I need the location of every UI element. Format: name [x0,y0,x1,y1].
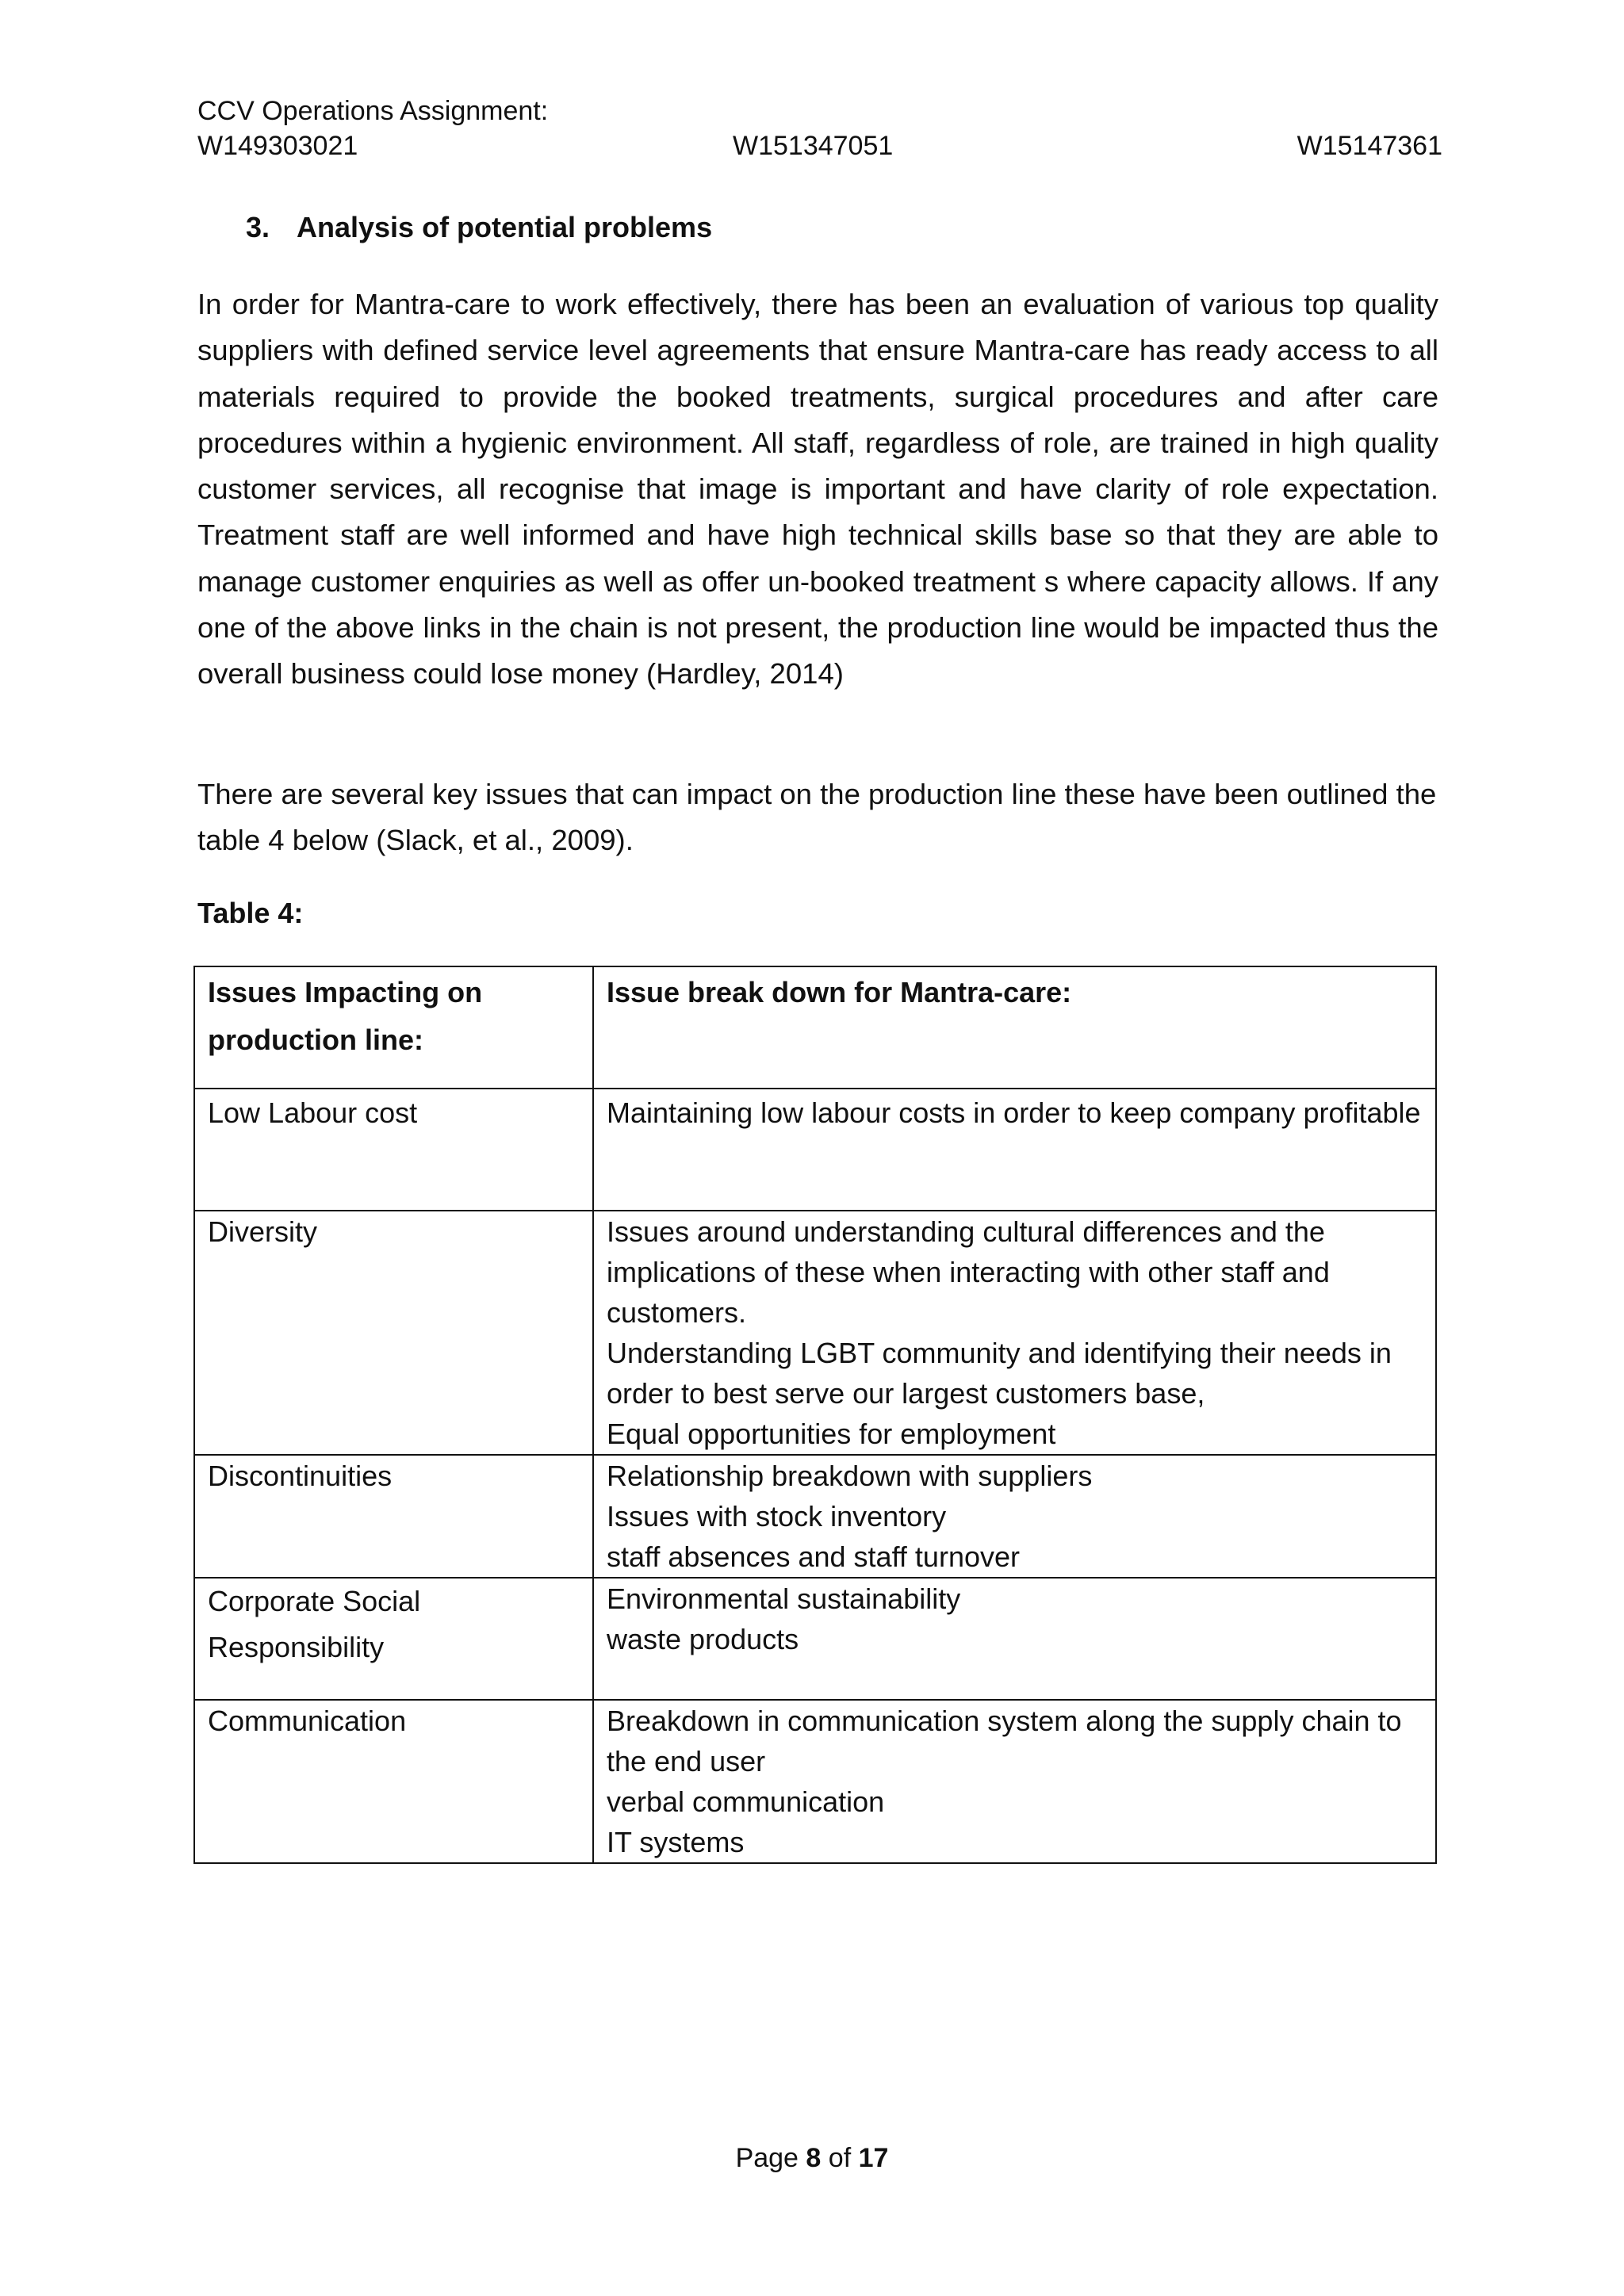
student-id: W151347051 [733,131,894,161]
student-id: W149303021 [197,131,358,161]
column-header: Issues Impacting on production line: [194,966,593,1089]
breakdown-line: waste products [607,1623,799,1655]
page-footer [0,2141,1624,2175]
table-row [194,1578,1436,1700]
breakdown-line: verbal communication [607,1785,885,1818]
breakdown-line: Issues around understanding cultural differences and the implications of these when interacting with other staff and customers. [607,1215,1330,1329]
breakdown-cell [593,1089,1436,1211]
section-number: 3. [246,211,270,243]
breakdown-line: Relationship breakdown with suppliers [607,1460,1093,1492]
section-heading [246,210,712,245]
breakdown-cell [593,1700,1436,1863]
issue-cell: Communication [194,1700,593,1863]
section-title: Analysis of potential problems [297,211,713,243]
breakdown-cell [593,1578,1436,1700]
breakdown-cell [593,1211,1436,1455]
page-header [197,94,1442,163]
table-header-row [194,966,1436,1089]
table-row [194,1211,1436,1455]
issue-cell: Discontinuities [194,1455,593,1578]
breakdown-line: Environmental sustainability [607,1582,961,1615]
issue-cell: Low Labour cost [194,1089,593,1211]
body-paragraph: In order for Mantra-care to work effectively, there has been an evaluation of various top quality suppliers with defined service level agreements that ensure Mantra-care has ready access to all materials required to provide the booked treatments, surgical procedures and after care procedures within a hygienic environment. All staff, regardless of role, are trained in high quality customer services, all recognise that image is important and have clarity of role expectation. Treatment staff are well informed and have high technical skills base so that they are able to manage customer enquiries as well as offer un-booked treatment s where capacity allows. If any one of the above links in the chain is not present, the production line would be impacted thus the overall business could lose money (Hardley, 2014) [197,288,1438,691]
issue-cell: Corporate Social Responsibility [194,1578,593,1700]
table-row [194,1700,1436,1863]
breakdown-line: IT systems [607,1826,745,1858]
breakdown-line: staff absences and staff turnover [607,1540,1020,1573]
page-number: 8 [806,2143,822,2173]
student-ids [197,128,1442,163]
body-paragraph: There are several key issues that can impact on the production line these have been outlined the table 4 below (Slack, et al., 2009). [197,778,1437,856]
breakdown-line: Understanding LGBT community and identifying their needs in order to best serve our largest customers base, [607,1337,1392,1410]
page-label: Page [735,2143,799,2173]
column-header: Issue break down for Mantra-care: [593,966,1436,1089]
breakdown-line: Equal opportunities for employment [607,1418,1056,1450]
breakdown-line: Maintaining low labour costs in order to keep company profitable [607,1096,1421,1129]
breakdown-cell [593,1455,1436,1578]
table-caption: Table 4: [197,897,304,929]
breakdown-line: Breakdown in communication system along the supply chain to the end user [607,1705,1402,1777]
table-row [194,1089,1436,1211]
page-total: 17 [858,2143,889,2173]
issues-table [193,966,1437,1864]
of-label: of [828,2143,852,2173]
breakdown-line: Issues with stock inventory [607,1500,947,1533]
assignment-title: CCV Operations Assignment: [197,96,549,126]
issue-cell: Diversity [194,1211,593,1455]
student-id: W15147361 [1297,131,1442,161]
table-row [194,1455,1436,1578]
